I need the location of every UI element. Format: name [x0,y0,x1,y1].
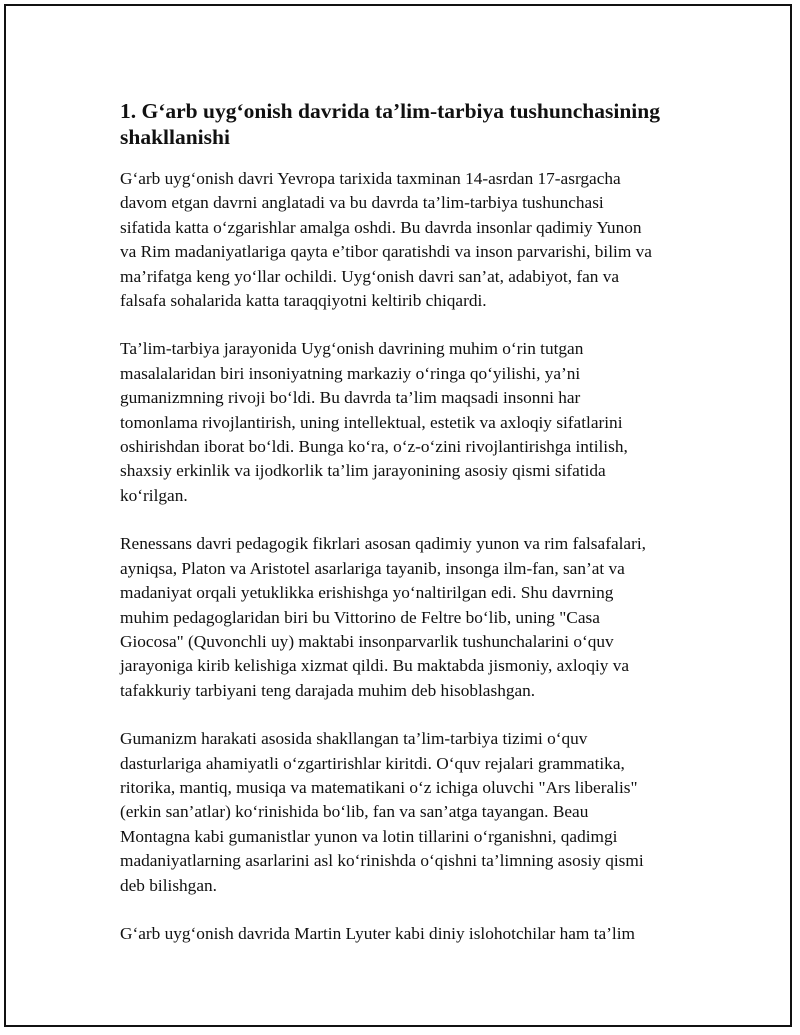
paragraph-line: ko‘rilgan. [120,485,188,505]
paragraph-line: tafakkuriy tarbiyani teng darajada muhim deb hisoblashgan. [120,680,536,700]
paragraph-line: (erkin san’atlar) ko‘rinishida bo‘lib, fan va san’atga tayangan. Beau [120,802,589,822]
paragraph-line: ritorika, mantiq, musiqa va matematikani o‘z ichiga oluvchi "Ars liberalis" [120,777,638,797]
paragraph-line: jarayoniga kirib kelishiga xizmat qildi. Bu maktabda jismoniy, axloqiy va [120,656,630,676]
paragraph-line: oshirishdan iborat bo‘ldi. Bunga ko‘ra, o‘z-o‘zini rivojlantirishga intilish, [120,437,628,457]
paragraph-line: G‘arb uyg‘onish davrida Martin Lyuter kabi diniy islohotchilar ham ta’lim [120,923,635,943]
paragraph-line: dasturlariga ahamiyatli o‘zgartirishlar kiritdi. O‘quv rejalari grammatika, [120,753,625,773]
document-body [120,98,690,970]
paragraph-line: muhim pedagoglaridan biri bu Vittorino de Feltre bo‘lib, uning "Casa [120,607,600,627]
paragraph-line: madaniyat orqali yetuklikka erishishga yo‘naltirilgan edi. Shu davrning [120,583,614,603]
paragraph-line: falsafa sohalarida katta taraqqiyotni keltirib chiqardi. [120,291,487,311]
paragraph-line: ayniqsa, Platon va Aristotel asarlariga tayanib, insonga ilm-fan, san’at va [120,558,625,578]
paragraph-list [120,167,690,946]
section-heading: 1. G‘arb uyg‘onish davrida ta’lim-tarbiya tushunchasining shakllanishi [120,99,660,149]
paragraph-line: Renessans davri pedagogik fikrlari asosan qadimiy yunon va rim falsafalari, [120,534,646,554]
paragraph-line: Montagna kabi gumanistlar yunon va lotin tillarini o‘rganishni, qadimgi [120,826,618,846]
paragraph-line: gumanizmning rivoji bo‘ldi. Bu davrda ta’lim maqsadi insonni har [120,388,581,408]
paragraph-line: va Rim madaniyatlariga qayta e’tibor qaratishdi va inson parvarishi, bilim va [120,242,652,262]
paragraph-line: sifatida katta o‘zgarishlar amalga oshdi. Bu davrda insonlar qadimiy Yunon [120,217,642,237]
paragraph [120,167,690,313]
paragraph-line: masalalaridan biri insoniyatning markaziy o‘ringa qo‘yilishi, ya’ni [120,363,581,383]
paragraph-line: tomonlama rivojlantirish, uning intellektual, estetik va axloqiy sifatlarini [120,412,623,432]
paragraph-line: deb bilishgan. [120,875,217,895]
paragraph-line: G‘arb uyg‘onish davri Yevropa tarixida taxminan 14-asrdan 17-asrgacha [120,169,621,188]
paragraph [120,922,690,946]
paragraph [120,727,690,898]
paragraph-line: ma’rifatga keng yo‘llar ochildi. Uyg‘onish davri san’at, adabiyot, fan va [120,266,620,286]
paragraph-line: Giocosa" (Quvonchli uy) maktabi insonparvarlik tushunchalarini o‘quv [120,631,614,651]
paragraph-line: Ta’lim-tarbiya jarayonida Uyg‘onish davrining muhim o‘rin tutgan [120,339,584,359]
paragraph [120,337,690,508]
paragraph-line: madaniyatlarning asarlarini asl ko‘rinishda o‘qishni ta’limning asosiy qismi [120,851,644,871]
paragraph-line: davom etgan davrni anglatadi va bu davrda ta’lim-tarbiya tushunchasi [120,193,604,213]
paragraph [120,532,690,703]
page-frame [4,4,792,1027]
paragraph-line: Gumanizm harakati asosida shakllangan ta’lim-tarbiya tizimi o‘quv [120,729,588,749]
paragraph-line: shaxsiy erkinlik va ijodkorlik ta’lim jarayonining asosiy qismi sifatida [120,461,606,481]
